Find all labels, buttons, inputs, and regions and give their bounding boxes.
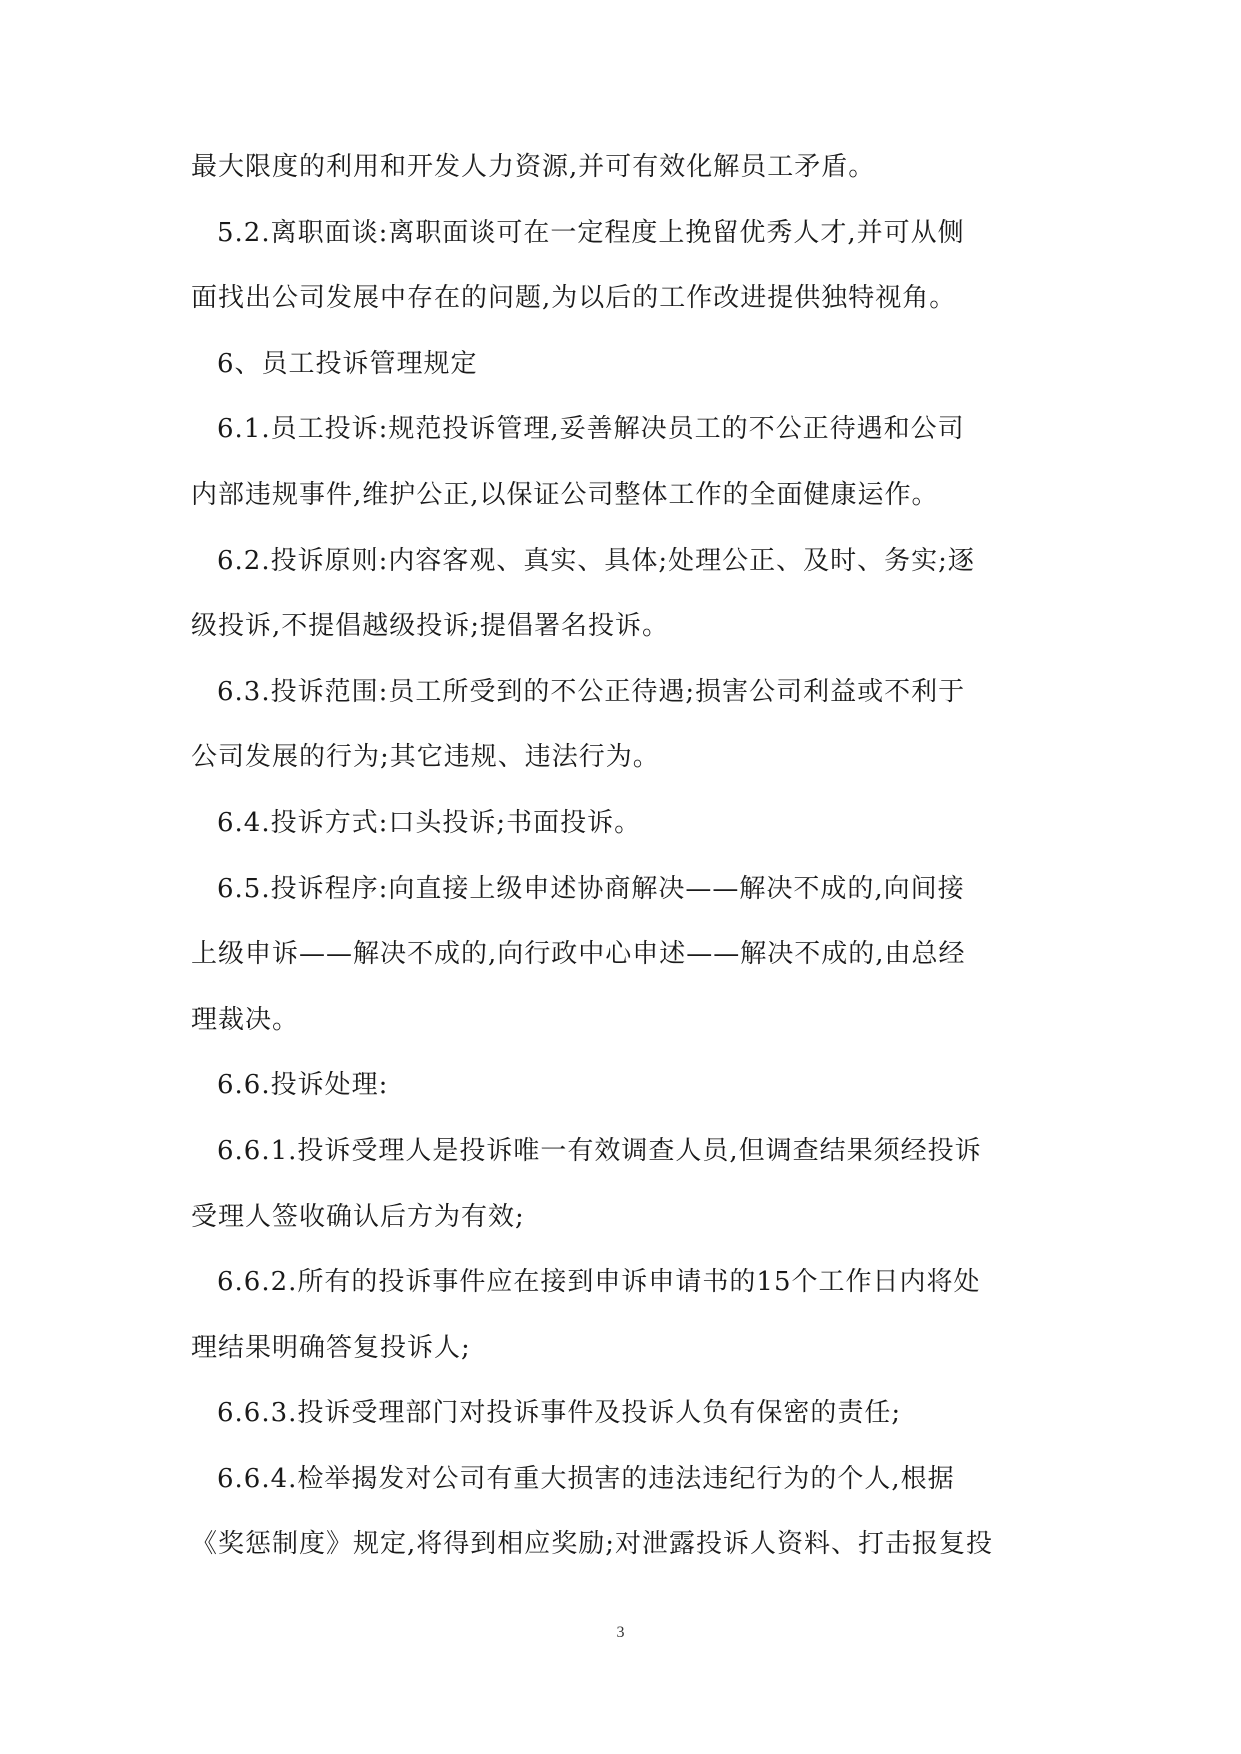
text-line: 级投诉,不提倡越级投诉;提倡署名投诉。 [191, 611, 670, 642]
text-line: 6.6.3.投诉受理部门对投诉事件及投诉人负有保密的责任; [217, 1398, 902, 1429]
text-line: 6.6.投诉处理: [217, 1070, 389, 1101]
text-line: 最大限度的利用和开发人力资源,并可有效化解员工矛盾。 [191, 152, 876, 182]
text-line: 6.6.2.所有的投诉事件应在接到申诉申请书的15个工作日内将处 [217, 1267, 981, 1298]
text-line: 5.2.离职面谈:离职面谈可在一定程度上挽留优秀人才,并可从侧 [217, 217, 965, 248]
text-line: 上级申诉——解决不成的,向行政中心申述——解决不成的,由总经 [191, 939, 966, 970]
text-line: 面找出公司发展中存在的问题,为以后的工作改进提供独特视角。 [191, 283, 957, 314]
text-line: 6.6.1.投诉受理人是投诉唯一有效调查人员,但调查结果须经投诉 [217, 1135, 982, 1166]
text-line: 《奖惩制度》规定,将得到相应奖励;对泄露投诉人资料、打击报复投 [191, 1529, 994, 1560]
text-line: 理结果明确答复投诉人; [191, 1332, 471, 1363]
section-heading: 6、员工投诉管理规定 [217, 348, 478, 379]
document-body [191, 152, 1061, 1559]
text-line: 公司发展的行为;其它违规、违法行为。 [191, 742, 660, 773]
text-line: 受理人签收确认后方为有效; [191, 1201, 525, 1232]
text-line: 6.2.投诉原则:内容客观、真实、具体;处理公正、及时、务实;逐 [217, 545, 975, 576]
text-line: 理裁决。 [191, 1004, 300, 1035]
text-line: 6.6.4.检举揭发对公司有重大损害的违法违纪行为的个人,根据 [217, 1463, 955, 1494]
page-number: 3 [616, 1624, 625, 1641]
text-line: 6.3.投诉范围:员工所受到的不公正待遇;损害公司利益或不利于 [217, 676, 966, 707]
text-line: 6.5.投诉程序:向直接上级申述协商解决——解决不成的,向间接 [217, 873, 965, 904]
text-line: 6.4.投诉方式:口头投诉;书面投诉。 [217, 807, 642, 838]
text-line: 6.1.员工投诉:规范投诉管理,妥善解决员工的不公正待遇和公司 [217, 414, 965, 445]
text-line: 内部违规事件,维护公正,以保证公司整体工作的全面健康运作。 [191, 479, 939, 510]
